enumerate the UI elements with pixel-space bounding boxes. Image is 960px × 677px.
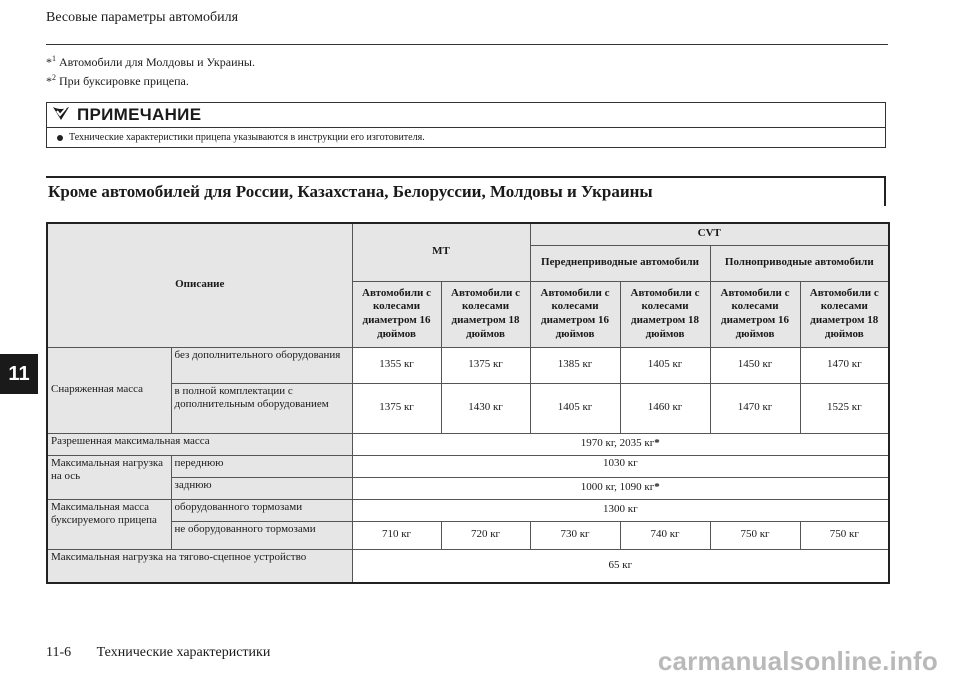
table-cell: 1430 кг bbox=[441, 383, 530, 433]
table-cell: 740 кг bbox=[620, 521, 710, 549]
row-label-gross-weight: Разрешенная максимальная масса bbox=[47, 433, 352, 455]
note-header bbox=[47, 103, 885, 128]
note-body bbox=[47, 128, 885, 143]
row-sublabel: не оборудованного тормозами bbox=[171, 521, 352, 549]
header-awd-18: Автомобили с колесами диаметром 18 дюймов bbox=[800, 281, 889, 347]
gross-weight-value: 1970 кг, 2035 кг bbox=[580, 437, 655, 450]
table-cell bbox=[352, 477, 889, 499]
chapter-tab: 11 bbox=[0, 354, 38, 394]
table-cell: 1405 кг bbox=[620, 347, 710, 383]
row-sublabel: переднюю bbox=[171, 455, 352, 477]
table-cell: 750 кг bbox=[800, 521, 889, 549]
header-fwd-16: Автомобили с колесами диаметром 16 дюймов bbox=[530, 281, 620, 347]
table-row bbox=[47, 521, 889, 549]
header-description: Описание bbox=[47, 223, 352, 347]
header-mt-18: Автомобили с колесами диаметром 18 дюймов bbox=[441, 281, 530, 347]
header-fwd-18: Автомобили с колесами диаметром 18 дюймов bbox=[620, 281, 710, 347]
table-cell: 1300 кг bbox=[352, 499, 889, 521]
table-cell: 1470 кг bbox=[800, 347, 889, 383]
footnote-2 bbox=[46, 73, 189, 89]
table-row bbox=[47, 433, 889, 455]
footnote-number: 1 bbox=[52, 54, 56, 63]
footnote-mark: * bbox=[654, 481, 660, 494]
row-sublabel: оборудованного тормозами bbox=[171, 499, 352, 521]
table-cell: 710 кг bbox=[352, 521, 441, 549]
table-row bbox=[47, 383, 889, 433]
header-divider bbox=[46, 44, 888, 45]
footnote-text: Автомобили для Молдовы и Украины. bbox=[56, 55, 255, 69]
table-cell: 1405 кг bbox=[530, 383, 620, 433]
row-sublabel: в полной комплектации с дополнительным оборудованием bbox=[171, 383, 352, 433]
header-cvt: CVT bbox=[530, 223, 889, 245]
footnote-mark: * bbox=[46, 74, 52, 88]
table-cell: 65 кг bbox=[352, 549, 889, 583]
row-label-axle-load: Максимальная нагрузка на ось bbox=[47, 455, 171, 499]
row-label-trailer: Максимальная масса буксируемого прицепа bbox=[47, 499, 171, 549]
page-footer bbox=[46, 645, 270, 661]
row-label-hitch-load: Максимальная нагрузка на тягово-сцепное устройство bbox=[47, 549, 352, 583]
footer-title: Технические характеристики bbox=[96, 645, 271, 660]
table-cell: 1525 кг bbox=[800, 383, 889, 433]
table-row bbox=[47, 477, 889, 499]
weight-spec-table bbox=[46, 222, 890, 584]
header-fwd: Переднеприводные автомобили bbox=[530, 245, 710, 281]
note-check-icon bbox=[51, 104, 71, 127]
header-mt-16: Автомобили с колесами диаметром 16 дюймов bbox=[352, 281, 441, 347]
footnote-mark: * bbox=[46, 55, 52, 69]
page-number: 11-6 bbox=[46, 645, 72, 660]
table-row bbox=[47, 499, 889, 521]
row-sublabel: заднюю bbox=[171, 477, 352, 499]
note-title: ПРИМЕЧАНИЕ bbox=[77, 105, 202, 124]
table-cell: 1375 кг bbox=[441, 347, 530, 383]
table-cell: 1450 кг bbox=[710, 347, 800, 383]
table-row bbox=[47, 347, 889, 383]
header-mt: MT bbox=[352, 223, 530, 281]
page-header-title: Весовые параметры автомобиля bbox=[46, 10, 239, 25]
watermark: carmanualsonline.info bbox=[657, 646, 938, 676]
table-row bbox=[47, 455, 889, 477]
table-cell: 750 кг bbox=[710, 521, 800, 549]
table-cell bbox=[352, 433, 889, 455]
table-cell: 1460 кг bbox=[620, 383, 710, 433]
rear-axle-value: 1000 кг, 1090 кг bbox=[580, 481, 655, 494]
table-cell: 730 кг bbox=[530, 521, 620, 549]
header-awd: Полноприводные автомобили bbox=[710, 245, 889, 281]
footnote-text: При буксировке прицепа. bbox=[56, 74, 189, 88]
table-cell: 720 кг bbox=[441, 521, 530, 549]
section-heading: Кроме автомобилей для России, Казахстана, Белоруссии, Молдовы и Украины bbox=[46, 176, 886, 206]
footnote-1 bbox=[46, 54, 255, 70]
table-row bbox=[47, 549, 889, 583]
bullet-icon bbox=[57, 135, 63, 141]
table-cell: 1030 кг bbox=[352, 455, 889, 477]
table-cell: 1355 кг bbox=[352, 347, 441, 383]
row-label-curb-weight: Снаряженная масса bbox=[47, 347, 171, 433]
note-box bbox=[46, 102, 886, 148]
row-sublabel: без дополнительного оборудования bbox=[171, 347, 352, 383]
table-cell: 1375 кг bbox=[352, 383, 441, 433]
header-awd-16: Автомобили с колесами диаметром 16 дюймов bbox=[710, 281, 800, 347]
note-text: Технические характеристики прицепа указываются в инструкции его изготовителя. bbox=[69, 132, 425, 143]
table-cell: 1385 кг bbox=[530, 347, 620, 383]
footnote-mark: * bbox=[654, 437, 660, 450]
table-cell: 1470 кг bbox=[710, 383, 800, 433]
footnote-number: 2 bbox=[52, 73, 56, 82]
